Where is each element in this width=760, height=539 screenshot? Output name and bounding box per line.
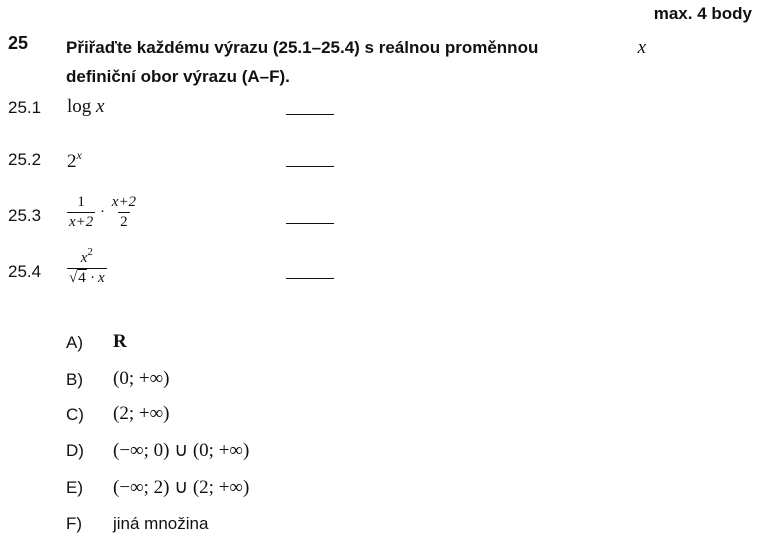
task-variable: x [637, 37, 646, 58]
fraction-denominator: x+2 [69, 214, 94, 230]
item-number: 25.2 [8, 150, 42, 169]
item-number: 25.4 [8, 262, 42, 281]
option-text: R [113, 331, 127, 352]
option-letter: E) [66, 478, 83, 497]
answer-blank[interactable] [286, 114, 334, 115]
option-letter: C) [66, 405, 84, 424]
fraction [67, 194, 95, 231]
answer-blank[interactable] [286, 166, 334, 167]
variable: x [96, 96, 105, 117]
option-text: jiná množina [113, 514, 209, 533]
power-exponent: 2 [87, 246, 93, 258]
item-expression [67, 246, 107, 287]
task-instruction-line2: definiční obor výrazu (A–F). [66, 67, 290, 86]
radical-sign: √ [69, 270, 78, 286]
fraction [110, 194, 138, 231]
power-base: 2 [67, 151, 77, 172]
option-letter: D) [66, 441, 84, 460]
fraction [67, 246, 107, 287]
denominator-rest: · x [86, 270, 105, 286]
power-exponent: x [76, 148, 82, 162]
item-expression [67, 96, 104, 118]
answer-blank[interactable] [286, 278, 334, 279]
fraction-numerator [79, 246, 95, 268]
log-operator: log [67, 96, 92, 117]
task-instruction [66, 33, 646, 91]
task-instruction-line1: Přiřaďte každému výrazu (25.1–25.4) s reálnou proměnnou [66, 38, 539, 57]
fraction-denominator [67, 268, 107, 287]
max-points-label: max. 4 body [653, 4, 752, 23]
answer-blank[interactable] [286, 223, 334, 224]
fraction-numerator: 1 [77, 194, 85, 210]
multiplication-dot: · [100, 204, 106, 220]
option-letter: F) [66, 514, 83, 533]
option-text: (−∞; 0) ∪ (0; +∞) [113, 440, 250, 461]
option-text: (−∞; 2) ∪ (2; +∞) [113, 477, 250, 498]
option-letter: B) [66, 370, 83, 389]
item-number: 25.1 [8, 98, 42, 117]
radicand: 4 [78, 270, 86, 286]
power-base: x [80, 250, 88, 266]
fraction-denominator: 2 [120, 214, 128, 230]
item-expression [67, 194, 138, 231]
option-letter: A) [66, 333, 83, 352]
option-text: (2; +∞) [113, 403, 170, 424]
task-number: 25 [8, 33, 29, 53]
option-text: (0; +∞) [113, 368, 170, 389]
item-expression [67, 148, 82, 173]
item-number: 25.3 [8, 206, 42, 225]
fraction-numerator: x+2 [111, 194, 137, 210]
